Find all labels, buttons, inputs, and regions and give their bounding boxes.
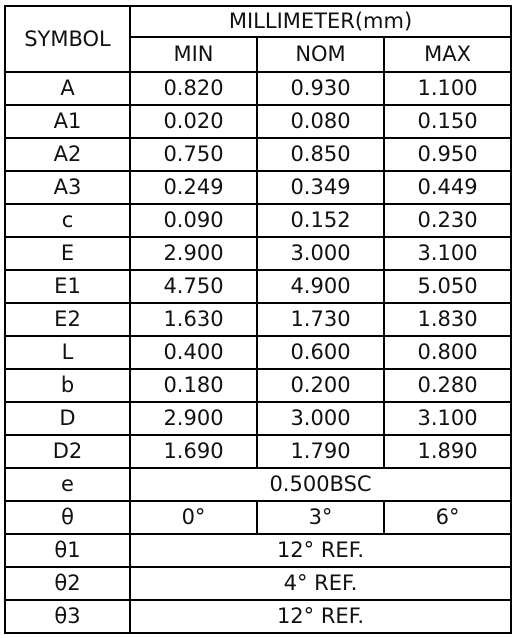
table-row <box>5 237 511 270</box>
min-cell: 1.690 <box>130 435 257 468</box>
symbol-cell: A2 <box>5 138 130 171</box>
table-row <box>5 171 511 204</box>
min-cell: 0.820 <box>130 72 257 105</box>
max-cell: 1.100 <box>384 72 511 105</box>
symbol-cell: e <box>5 468 130 501</box>
max-cell: 0.280 <box>384 369 511 402</box>
table-row <box>5 72 511 105</box>
table-row <box>5 336 511 369</box>
table-row <box>5 138 511 171</box>
header-row-unit <box>5 6 511 37</box>
table-row-theta2 <box>5 567 511 600</box>
max-cell: 0.230 <box>384 204 511 237</box>
symbol-cell: E1 <box>5 270 130 303</box>
max-cell: 1.890 <box>384 435 511 468</box>
min-cell: 4.750 <box>130 270 257 303</box>
table-row <box>5 402 511 435</box>
min-cell: 0.180 <box>130 369 257 402</box>
min-cell: 1.630 <box>130 303 257 336</box>
symbol-cell: D <box>5 402 130 435</box>
min-cell: 0.020 <box>130 105 257 138</box>
symbol-cell: θ3 <box>5 600 130 633</box>
max-cell: 6° <box>384 501 511 534</box>
max-cell: 0.150 <box>384 105 511 138</box>
table-row-theta1 <box>5 534 511 567</box>
nom-cell: 1.790 <box>257 435 384 468</box>
max-header: MAX <box>384 37 511 72</box>
table-row <box>5 435 511 468</box>
table-row-theta <box>5 501 511 534</box>
nom-cell: 0.152 <box>257 204 384 237</box>
max-cell: 0.950 <box>384 138 511 171</box>
table-row <box>5 303 511 336</box>
max-cell: 3.100 <box>384 237 511 270</box>
ref-value-cell: 4° REF. <box>130 567 511 600</box>
symbol-cell: θ1 <box>5 534 130 567</box>
min-cell: 0.750 <box>130 138 257 171</box>
min-cell: 0° <box>130 501 257 534</box>
dimension-table <box>4 5 512 634</box>
nom-cell: 0.200 <box>257 369 384 402</box>
symbol-cell: b <box>5 369 130 402</box>
max-cell: 3.100 <box>384 402 511 435</box>
symbol-cell: L <box>5 336 130 369</box>
min-cell: 2.900 <box>130 237 257 270</box>
nom-header: NOM <box>257 37 384 72</box>
max-cell: 1.830 <box>384 303 511 336</box>
min-cell: 0.400 <box>130 336 257 369</box>
nom-cell: 0.080 <box>257 105 384 138</box>
table-row-theta3 <box>5 600 511 633</box>
table-row <box>5 369 511 402</box>
min-cell: 2.900 <box>130 402 257 435</box>
max-cell: 5.050 <box>384 270 511 303</box>
symbol-header: SYMBOL <box>5 6 130 72</box>
symbol-cell: E2 <box>5 303 130 336</box>
max-cell: 0.800 <box>384 336 511 369</box>
nom-cell: 3° <box>257 501 384 534</box>
symbol-cell: c <box>5 204 130 237</box>
symbol-cell: θ <box>5 501 130 534</box>
bsc-value-cell: 0.500BSC <box>130 468 511 501</box>
nom-cell: 0.349 <box>257 171 384 204</box>
table-row-e <box>5 468 511 501</box>
table-row <box>5 270 511 303</box>
symbol-cell: E <box>5 237 130 270</box>
nom-cell: 0.930 <box>257 72 384 105</box>
table-row <box>5 105 511 138</box>
table-row <box>5 204 511 237</box>
min-header: MIN <box>130 37 257 72</box>
ref-value-cell: 12° REF. <box>130 600 511 633</box>
nom-cell: 1.730 <box>257 303 384 336</box>
nom-cell: 3.000 <box>257 402 384 435</box>
nom-cell: 3.000 <box>257 237 384 270</box>
unit-header: MILLIMETER(mm) <box>130 6 511 37</box>
symbol-cell: D2 <box>5 435 130 468</box>
min-cell: 0.249 <box>130 171 257 204</box>
nom-cell: 4.900 <box>257 270 384 303</box>
nom-cell: 0.850 <box>257 138 384 171</box>
symbol-cell: A3 <box>5 171 130 204</box>
min-cell: 0.090 <box>130 204 257 237</box>
symbol-cell: A <box>5 72 130 105</box>
nom-cell: 0.600 <box>257 336 384 369</box>
symbol-cell: θ2 <box>5 567 130 600</box>
symbol-cell: A1 <box>5 105 130 138</box>
max-cell: 0.449 <box>384 171 511 204</box>
ref-value-cell: 12° REF. <box>130 534 511 567</box>
